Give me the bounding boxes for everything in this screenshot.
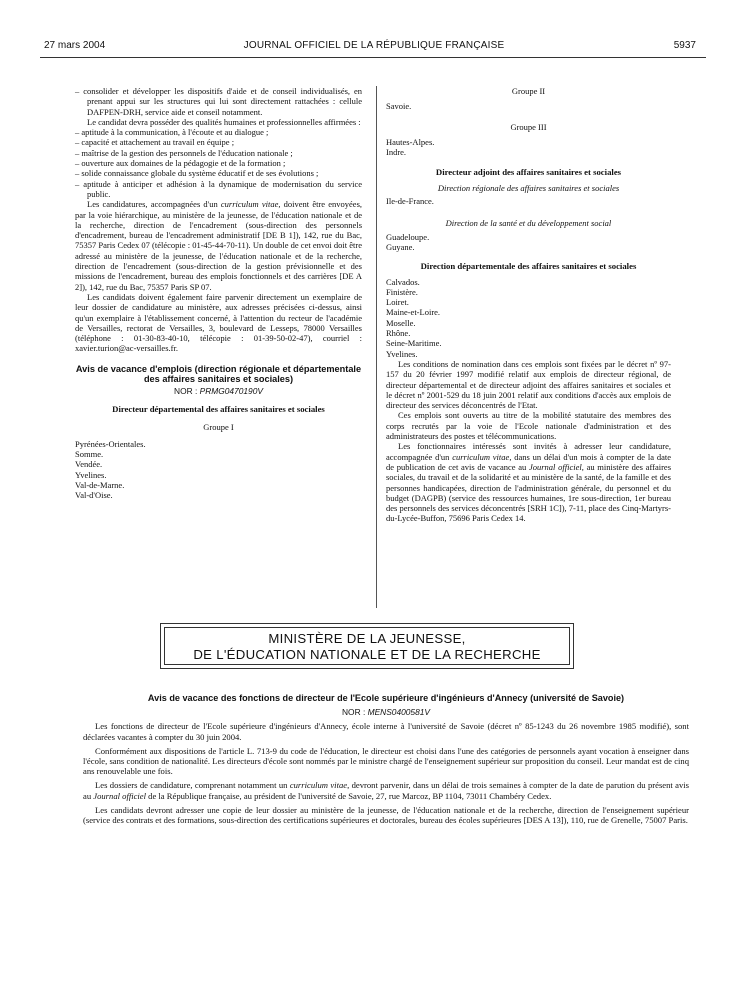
paragraph bbox=[75, 199, 362, 292]
header-title: JOURNAL OFFICIEL DE LA RÉPUBLIQUE FRANÇAISE bbox=[243, 40, 505, 51]
text: Les candidatures, accompagnées d'un bbox=[87, 199, 221, 210]
list-item: Yvelines. bbox=[386, 348, 418, 359]
group-heading: Groupe III bbox=[510, 121, 547, 132]
emphasis: Journal officiel bbox=[528, 461, 582, 472]
page-header bbox=[0, 40, 748, 56]
bullet-item: – solide connaissance globale du système éducatif et de ses évolutions ; bbox=[75, 168, 319, 179]
section-heading: Directeur départemental des affaires sanitaires et sociales bbox=[112, 404, 325, 415]
ministry-heading bbox=[164, 627, 570, 665]
paragraph: Ces emplois sont ouverts au titre de la mobilité statutaire des membres des corps recrutés par la voie de l'Ecole nationale d'administration et des administrateurs des postes et télécommunications. bbox=[386, 410, 671, 442]
paragraph: Conformément aux dispositions de l'article L. 713-9 du code de l'éducation, le directeur est choisi dans l'une des catégories de personnels ayant vocation à enseigner dans l'école, sans condition de nationalité. Les directeurs d'école sont nommés par le ministre chargé de l'enseignement supérieur sur proposition du conseil. Leur mandat est de cinq ans renouvelable une fois. bbox=[83, 745, 689, 777]
ministry-line: MINISTÈRE DE LA JEUNESSE, bbox=[268, 631, 466, 646]
paragraph bbox=[386, 441, 671, 523]
text: , au ministère des affaires sociales, du travail et de la solidarité et au ministère de la santé, de la famille et des personnes handicapées, direction de l'administration générale, du personnel et du budget (DAGPB) (service des ressources humaines, 1re sous-direction, 1er bureau des personnels des services déconcentrés [SRH 1C]), 7-11, place des Cinq-Martyrs-du-Lycée-Buffon, 75696 Paris Cedex 14. bbox=[386, 461, 672, 524]
bullet-item: – consolider et développer les dispositifs d'aide et de conseil individualisés, en prenant appui sur les structures qui lui sont directement rattachées : cellule DAFPEN-DRH, service aide et conseil notamment. bbox=[75, 86, 362, 117]
text: , doivent être envoyées, par la voie hiérarchique, au ministère de la jeunesse, de l'éducation nationale et de la recherche, direction de l'encadrement (sous-direction des personnels d'encadrement, bureau de l'encadrement administratif [DE B 1]), 142, rue du Bac, 75357 Paris Cedex 07 (télécopie : 01-45-44-70-11). Un double de cet envoi doit être adressé au ministère de la jeunesse, de l'éducation nationale et de la recherche, direction de l'encadrement (sous-direction de la gestion prévisionnelle et des missions de l'encadrement, bureau des emplois fonctionnels et des carrières [DE A 2]), 142, rue du Bac, 75357 Paris SP 07. bbox=[75, 199, 362, 292]
column-divider bbox=[376, 86, 377, 608]
paragraph: Le candidat devra posséder des qualités humaines et professionnelles affirmées : bbox=[87, 116, 361, 127]
bullet-item: – aptitude à anticiper et adhésion à la dynamique de modernisation du service public. bbox=[75, 178, 362, 199]
list-item: Guyane. bbox=[386, 241, 415, 252]
list-item: Yvelines. bbox=[75, 469, 107, 480]
paragraph: Les candidats doivent également faire parvenir directement un exemplaire de leur dossier de candidature au ministère, aux adresses précisées ci-dessus, ainsi qu'un exemplaire à l'établissement concerné, à l'attention du recteur de l'académie de Versailles, rectorat de Versailles, 3, boulevard de Lesseps, 78000 Versailles (téléphone : 01-30-83-40-10, télécopie : 01-39-50-02-47), courriel : xavier.turion@ac-versailles.fr. bbox=[75, 291, 362, 354]
text: , devront parvenir, dans un délai de trois semaines à compter de la date de parution du présent avis au bbox=[83, 780, 689, 801]
paragraph: Les fonctions de directeur de l'Ecole supérieure d'ingénieurs d'Annecy, école interne à l'université de Savoie (décret nº 85-1243 du 26 novembre 1985 modifié), sont déclarées vacantes à compter du 30 juin 2004. bbox=[83, 721, 689, 742]
text: , dans un délai d'un mois à compter de la date de publication de cet avis de vacance au bbox=[386, 451, 672, 472]
paragraph bbox=[83, 780, 689, 800]
list-item: Seine-Maritime. bbox=[386, 338, 442, 349]
list-item: Moselle. bbox=[386, 317, 416, 328]
list-item: Finistère. bbox=[386, 286, 418, 297]
paragraph: Les candidats devront adresser une copie de leur dossier au ministère de la jeunesse, de l'éducation nationale et de la recherche, direction de l'enseignement supérieur (service des contrats et des formations, sous-direction des certifications supérieures et doctorales, bureau des écoles supérieures [DES A 13]), 110, rue de Grenelle, 75007 Paris. bbox=[83, 804, 689, 826]
sub-heading: Direction régionale des affaires sanitaires et sociales bbox=[437, 182, 620, 193]
paragraph: Les conditions de nomination dans ces emplois sont fixées par le décret nº 97-157 du 20 février 1997 modifié relatif aux emplois de directeur régional, de directeur départemental et de directeur adjoint des affaires sanitaires et sociales et le décret nº 2001-529 du 18 juin 2001 relatif aux conditions d'accès aux emplois de directeur des services déconcentrés de l'Etat. bbox=[386, 358, 671, 411]
list-item: Vendée. bbox=[75, 459, 103, 470]
list-item: Guadeloupe. bbox=[386, 231, 430, 242]
left-column bbox=[75, 86, 362, 500]
emphasis: Journal officiel bbox=[93, 790, 147, 801]
list-item: Calvados. bbox=[386, 276, 420, 287]
text: Les dossiers de candidature, comprenant notamment un bbox=[95, 780, 290, 791]
nor-label: NOR : bbox=[174, 385, 200, 396]
list-item: Ile-de-France. bbox=[386, 196, 434, 207]
bullet-item: – aptitude à la communication, à l'écoute et au dialogue ; bbox=[75, 127, 269, 138]
header-page-number: 5937 bbox=[673, 40, 696, 51]
nor-reference bbox=[83, 707, 689, 717]
header-date: 27 mars 2004 bbox=[44, 40, 106, 51]
nor-value: MENS0400581V bbox=[367, 707, 430, 718]
bullet-item: – capacité et attachement au travail en équipe ; bbox=[75, 137, 235, 148]
group-heading: Groupe I bbox=[203, 422, 234, 433]
emphasis: curriculum vitae bbox=[220, 199, 279, 210]
nor-label: NOR : bbox=[342, 707, 368, 718]
nor-value: PRMG0470190V bbox=[199, 385, 263, 396]
list-item: Maine-et-Loire. bbox=[386, 307, 441, 318]
list-item: Savoie. bbox=[386, 101, 412, 112]
section-heading: Direction départementale des affaires sanitaires et sociales bbox=[420, 261, 637, 272]
right-column bbox=[386, 86, 671, 524]
list-item: Somme. bbox=[75, 448, 104, 459]
emphasis: curriculum vitae bbox=[289, 780, 348, 791]
list-item: Indre. bbox=[386, 147, 407, 158]
avis-title: Avis de vacance des fonctions de directeur de l'Ecole supérieure d'ingénieurs d'Annecy (université de Savoie) bbox=[147, 693, 625, 703]
ministry-heading-box bbox=[160, 623, 574, 669]
list-item: Hautes-Alpes. bbox=[386, 136, 435, 147]
bullet-item: – maîtrise de la gestion des personnels de l'éducation nationale ; bbox=[75, 147, 293, 158]
sub-heading: Direction de la santé et du développement social bbox=[445, 218, 612, 229]
avis-title: Avis de vacance d'emplois (direction régionale et départementale des affaires sanitaires et sociales) bbox=[75, 363, 362, 385]
section-heading: Directeur adjoint des affaires sanitaires et sociales bbox=[435, 167, 622, 178]
nor-reference bbox=[75, 386, 362, 396]
list-item: Rhône. bbox=[386, 328, 411, 339]
text: de la République française, au président de l'université de Savoie, 27, rue Marcoz, BP 1104, 73011 Chambéry Cedex. bbox=[146, 790, 552, 801]
list-item: Loiret. bbox=[386, 297, 409, 308]
text: Les fonctionnaires intéressés sont invités à adresser leur candidature, accompagnée d'un bbox=[386, 441, 671, 462]
list-item: Val-d'Oise. bbox=[75, 490, 113, 501]
emphasis: curriculum vitae bbox=[452, 451, 510, 462]
group-heading: Groupe II bbox=[511, 86, 546, 96]
bottom-section bbox=[83, 693, 689, 829]
list-item: Val-de-Marne. bbox=[75, 479, 125, 490]
list-item: Pyrénées-Orientales. bbox=[75, 438, 146, 449]
bullet-item: – ouverture aux domaines de la pédagogie et de la formation ; bbox=[75, 158, 286, 169]
header-rule bbox=[40, 57, 706, 58]
ministry-line: DE L'ÉDUCATION NATIONALE ET DE LA RECHERCHE bbox=[193, 647, 541, 662]
